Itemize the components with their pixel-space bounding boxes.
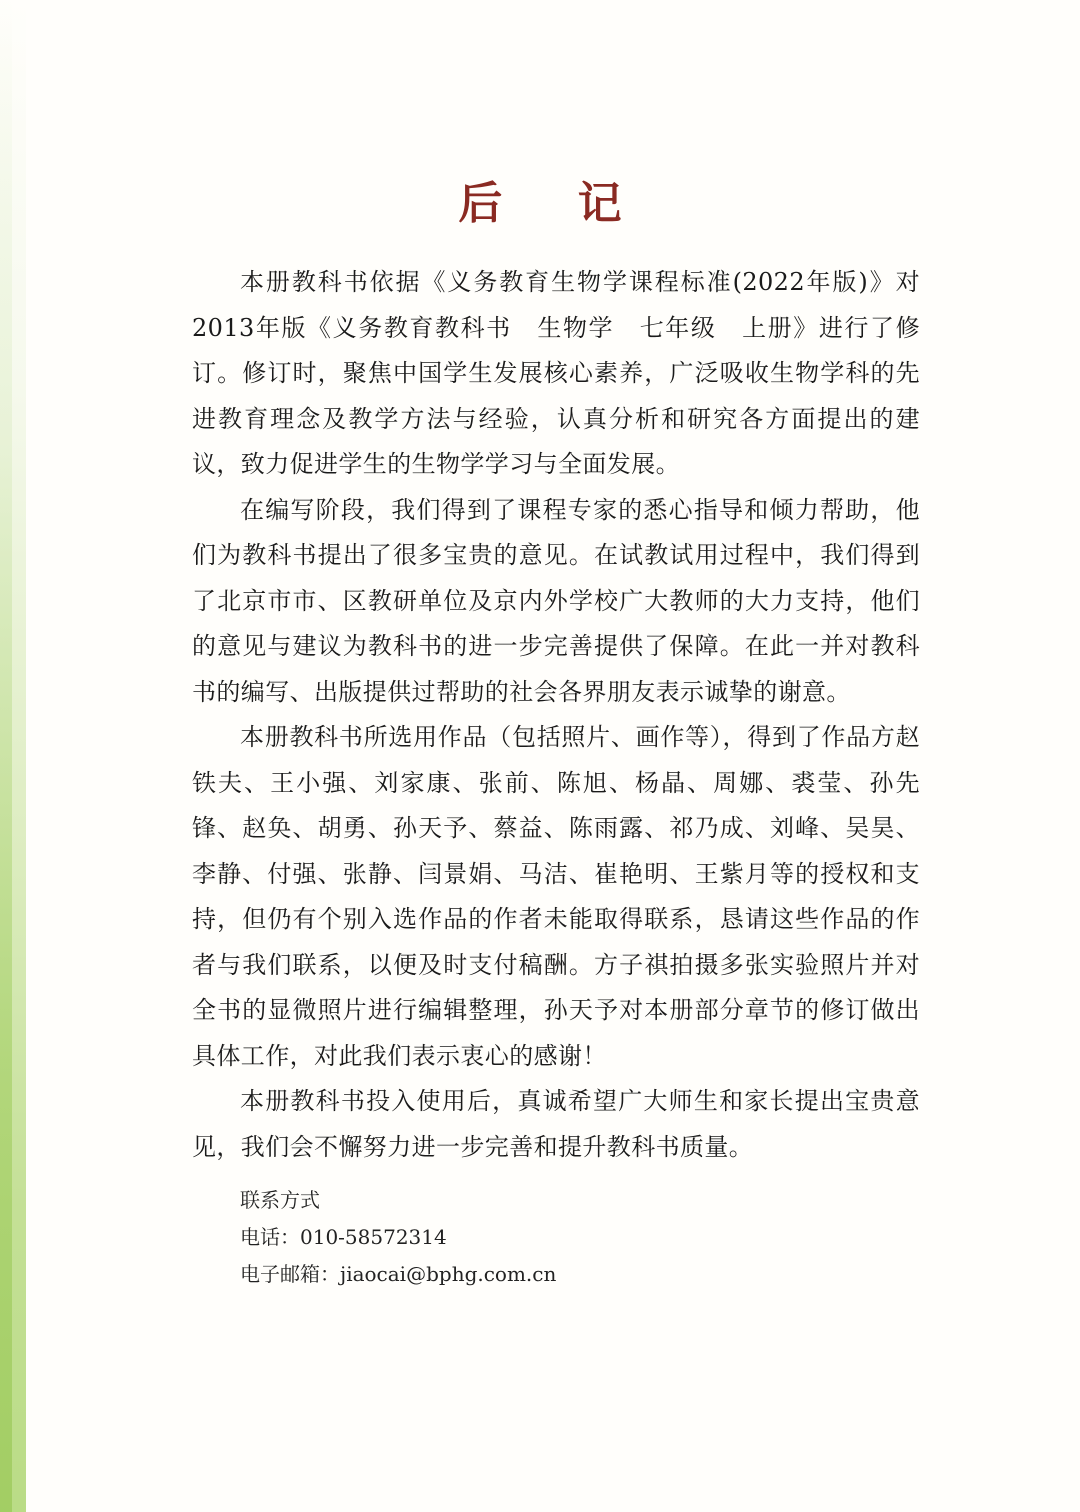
paragraph-acknowledgement-works: 本册教科书所选用作品（包括照片、画作等），得到了作品方赵铁夫、王小强、刘家康、张前、陈旭、杨晶、周娜、裘莹、孙先锋、赵奂、胡勇、孙天予、蔡益、陈雨露、祁乃成、刘峰、吴昊、李静、付强、张静、闫景娟、马洁、崔艳明、王紫月等的授权和支持，但仍有个别入选作品的作者未能取得联系，恳请这些作品的作者与我们联系，以便及时支付稿酬。方子祺拍摄多张实验照片并对全书的显微照片进行编辑整理，孙天予对本册部分章节的修订做出具体工作，对此我们表示衷心的感谢！: [192, 723, 920, 1070]
contact-phone: 电话：010-58572314: [240, 1225, 447, 1249]
page-title: 后 记: [458, 178, 652, 229]
body-text: [192, 260, 920, 1170]
paragraph-revision: 本册教科书依据《义务教育生物学课程标准(2022年版)》对2013年版《义务教育教科书 生物学 七年级 上册》进行了修订。修订时，聚焦中国学生发展核心素养，广泛吸收生物学科的先进教育理念及教学方法与经验，认真分析和研究各方面提出的建议，致力促进学生的生物学学习与全面发展。: [192, 268, 920, 478]
paragraph-acknowledgement-experts: 在编写阶段，我们得到了课程专家的悉心指导和倾力帮助，他们为教科书提出了很多宝贵的意见。在试教试用过程中，我们得到了北京市市、区教研单位及京内外学校广大教师的大力支持，他们的意见与建议为教科书的进一步完善提供了保障。在此一并对教科书的编写、出版提供过帮助的社会各界朋友表示诚挚的谢意。: [192, 495, 920, 706]
paragraph-feedback: 本册教科书投入使用后，真诚希望广大师生和家长提出宝贵意见，我们会不懈努力进一步完善和提升教科书质量。: [192, 1087, 920, 1161]
contact-email: 电子邮箱：jiaocai@bphg.com.cn: [240, 1262, 557, 1286]
contact-heading: 联系方式: [240, 1188, 320, 1212]
contact-info: [240, 1182, 556, 1293]
